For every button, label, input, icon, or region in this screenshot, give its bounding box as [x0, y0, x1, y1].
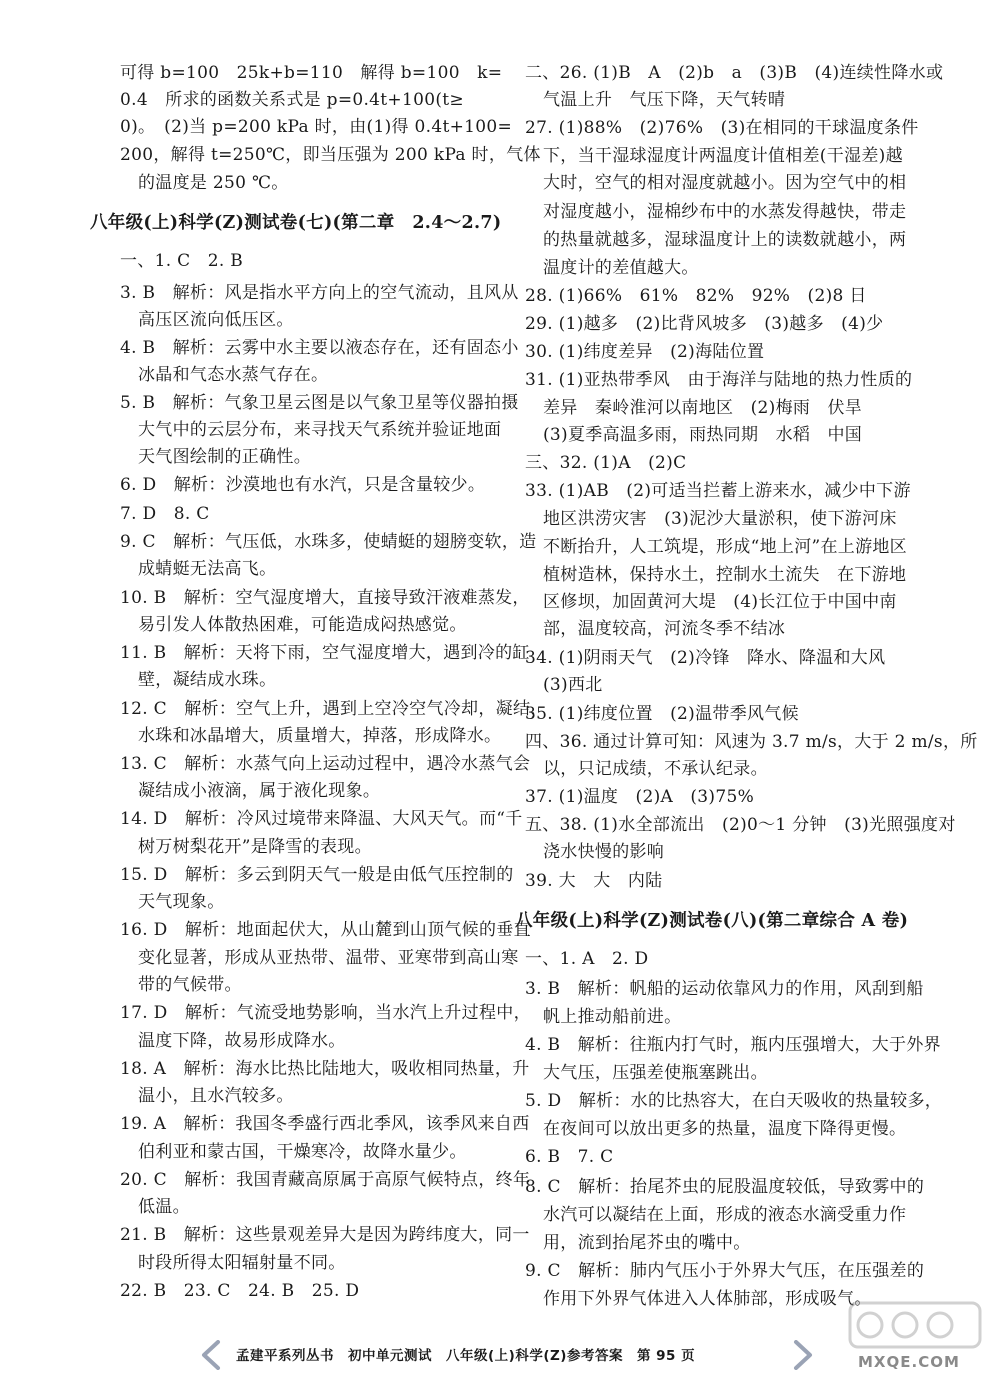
- left-answer-line: 变化显著，形成从亚热带、温带、亚寒带到高山寒: [138, 948, 519, 968]
- left-answer-line: 3. B 解析：风是指水平方向上的空气流动，且风从: [120, 283, 519, 303]
- left-answer-line: 伯利亚和蒙古国，干燥寒冷，故降水量少。: [138, 1142, 467, 1162]
- right-answer-line: 气温上升 气压下降，天气转晴: [543, 90, 786, 110]
- right-answer-line: 30. (1)纬度差异 (2)海陆位置: [525, 342, 765, 362]
- right-answer-line: 浇水快慢的影响: [543, 842, 665, 862]
- left-answer-line: 9. C 解析：气压低，水珠多，使蜻蜓的翅膀变软，造: [120, 532, 537, 552]
- right-answer-line: 一、1. A 2. D: [525, 949, 649, 969]
- right-answer-line: 的热量就越多，湿球温度计上的读数就越小，两: [543, 230, 907, 250]
- left-answer-line: 一、1. C 2. B: [120, 251, 244, 271]
- left-answer-line: 成蜻蜓无法高飞。: [138, 559, 277, 579]
- right-answer-line: 三、32. (1)A (2)C: [525, 453, 687, 473]
- left-answer-line: 壁，凝结成水珠。: [138, 670, 277, 690]
- section-heading: 八年级(上)科学(Z)测试卷(七)(第二章 2.4～2.7): [90, 213, 502, 233]
- right-answer-line: 大气压，压强差使瓶塞跳出。: [543, 1063, 768, 1083]
- right-answer-line: 大时，空气的相对湿度就越小。因为空气中的相: [543, 173, 907, 193]
- left-answer-line: 15. D 解析：多云到阴天气一般是由低气压控制的: [120, 865, 514, 885]
- left-answer-line: 13. C 解析：水蒸气向上运动过程中，遇冷水蒸气会: [120, 754, 531, 774]
- left-answer-line: 20. C 解析：我国青藏高原属于高原气候特点，终年: [120, 1170, 531, 1190]
- right-answer-line: 对湿度越小，湿棉纱布中的水蒸发得越快，带走: [543, 202, 907, 222]
- right-answer-line: 34. (1)阴雨天气 (2)冷锋 降水、降温和大风: [525, 648, 886, 668]
- right-answer-line: 35. (1)纬度位置 (2)温带季风气候: [525, 704, 799, 724]
- left-answer-line: 可得 b=100 25k+b=110 解得 b=100 k=: [120, 63, 503, 83]
- left-answer-line: 5. B 解析：气象卫星云图是以气象卫星等仪器拍摄: [120, 393, 519, 413]
- left-answer-line: 11. B 解析：天将下雨，空气湿度增大，遇到冷的缸: [120, 643, 530, 663]
- left-answer-line: 12. C 解析：空气上升，遇到上空冷空气冷却，凝结，: [120, 699, 548, 719]
- left-answer-line: 18. A 解析：海水比热比陆地大，吸收相同热量，升: [120, 1059, 530, 1079]
- right-answer-line: 帆上推动船前进。: [543, 1007, 682, 1027]
- right-answer-line: 用，流到抬尾芥虫的嘴中。: [543, 1233, 751, 1253]
- left-answer-line: 6. D 解析：沙漠地也有水汽，只是含量较少。: [120, 475, 486, 495]
- left-answer-line: 16. D 解析：地面起伏大，从山麓到山顶气候的垂直: [120, 920, 531, 940]
- left-answer-line: 时段所得太阳辐射量不同。: [138, 1253, 346, 1273]
- right-answer-line: 33. (1)AB (2)可适当拦蓄上游来水，减少中下游: [525, 481, 911, 501]
- left-answer-line: 17. D 解析：气流受地势影响，当水汽上升过程中，: [120, 1003, 531, 1023]
- right-answer-line: 下，当干湿球湿度计两温度计值相差(干湿差)越: [543, 146, 903, 166]
- previous-page-arrow-icon[interactable]: [198, 1340, 224, 1370]
- right-answer-line: 8. C 解析：抬尾芥虫的屁股温度较低，导致雾中的: [525, 1177, 925, 1197]
- right-answer-line: 39. 大 大 内陆: [525, 871, 663, 891]
- left-answer-line: 易引发人体散热困难，可能造成闷热感觉。: [138, 615, 467, 635]
- right-answer-line: 6. B 7. C: [525, 1147, 614, 1167]
- right-answer-line: 部，温度较高，河流冬季不结冰: [543, 619, 786, 639]
- section-heading: 八年级(上)科学(Z)测试卷(八)(第二章综合 A 卷): [515, 911, 909, 931]
- watermark-text: MXQE.COM: [858, 1353, 960, 1371]
- right-answer-line: 在夜间可以放出更多的热量，温度下降得更慢。: [543, 1119, 907, 1139]
- right-answer-line: 五、38. (1)水全部流出 (2)0～1 分钟 (3)光照强度对: [525, 815, 956, 835]
- left-answer-line: 温小，且水汽较多。: [138, 1086, 294, 1106]
- right-answer-line: 以，只记成绩，不承认纪录。: [543, 759, 768, 779]
- right-answer-line: 四、36. 通过计算可知：风速为 3.7 m/s，大于 2 m/s，所: [525, 732, 978, 752]
- right-answer-line: 作用下外界气体进入人体肺部，形成吸气。: [543, 1289, 872, 1309]
- right-answer-line: 9. C 解析：肺内气压小于外界大气压，在压强差的: [525, 1261, 925, 1281]
- left-answer-line: 19. A 解析：我国冬季盛行西北季风，该季风来自西: [120, 1114, 530, 1134]
- left-answer-line: 低温。: [138, 1197, 190, 1217]
- right-answer-line: 差异 秦岭淮河以南地区 (2)梅雨 伏旱: [543, 398, 863, 418]
- left-answer-line: 0)。 (2)当 p=200 kPa 时，由(1)得 0.4t+100=: [120, 117, 513, 137]
- left-answer-line: 温度下降，故易形成降水。: [138, 1031, 346, 1051]
- left-answer-line: 天气图绘制的正确性。: [138, 447, 311, 467]
- left-answer-line: 带的气候带。: [138, 975, 242, 995]
- left-answer-line: 14. D 解析：冷风过境带来降温、大风天气。而“千: [120, 809, 523, 829]
- right-answer-line: 28. (1)66% 61% 82% 92% (2)8 日: [525, 286, 867, 306]
- right-answer-line: (3)西北: [543, 675, 603, 695]
- page-footer: 孟建平系列丛书 初中单元测试 八年级(上)科学(Z)参考答案 第 95 页: [236, 1348, 696, 1364]
- left-answer-line: 树万树梨花开”是降雪的表现。: [138, 837, 372, 857]
- right-answer-line: 地区洪涝灾害 (3)泥沙大量淤积，使下游河床: [543, 509, 897, 529]
- left-answer-line: 高压区流向低压区。: [138, 310, 294, 330]
- right-answer-line: 29. (1)越多 (2)比背风坡多 (3)越多 (4)少: [525, 314, 884, 334]
- right-answer-line: 31. (1)亚热带季风 由于海洋与陆地的热力性质的: [525, 370, 913, 390]
- left-answer-line: 凝结成小液滴，属于液化现象。: [138, 781, 381, 801]
- right-answer-line: 5. D 解析：水的比热容大，在白天吸收的热量较多，: [525, 1091, 943, 1111]
- right-answer-line: (3)夏季高温多雨，雨热同期 水稻 中国: [543, 425, 863, 445]
- left-answer-line: 水珠和冰晶增大，质量增大，掉落，形成降水。: [138, 726, 502, 746]
- left-answer-line: 4. B 解析：云雾中水主要以液态存在，还有固态小: [120, 338, 519, 358]
- right-answer-line: 3. B 解析：帆船的运动依靠风力的作用，风刮到船: [525, 979, 924, 999]
- left-answer-line: 22. B 23. C 24. B 25. D: [120, 1281, 360, 1301]
- left-answer-line: 7. D 8. C: [120, 504, 210, 524]
- right-answer-line: 不断抬升，人工筑堤，形成“地上河”在上游地区: [543, 537, 907, 557]
- left-answer-line: 10. B 解析：空气湿度增大，直接导致汗液难蒸发，: [120, 588, 530, 608]
- right-answer-line: 水汽可以凝结在上面，形成的液态水滴受重力作: [543, 1205, 907, 1225]
- left-answer-line: 200，解得 t=250℃，即当压强为 200 kPa 时，气体: [120, 145, 541, 165]
- next-page-arrow-icon[interactable]: [790, 1340, 816, 1370]
- left-answer-line: 冰晶和气态水蒸气存在。: [138, 365, 329, 385]
- right-answer-line: 二、26. (1)B A (2)b a (3)B (4)连续性降水或: [525, 63, 944, 83]
- right-answer-line: 37. (1)温度 (2)A (3)75%: [525, 787, 755, 807]
- left-answer-line: 0.4 所求的函数关系式是 p=0.4t+100(t≥: [120, 90, 464, 110]
- right-answer-line: 4. B 解析：往瓶内打气时，瓶内压强增大，大于外界: [525, 1035, 941, 1055]
- right-answer-line: 植树造林，保持水土，控制水土流失 在下游地: [543, 565, 907, 585]
- left-answer-line: 21. B 解析：这些景观差异大是因为跨纬度大，同一: [120, 1225, 530, 1245]
- right-answer-line: 温度计的差值越大。: [543, 258, 699, 278]
- right-answer-line: 区修坝，加固黄河大堤 (4)长江位于中国中南: [543, 592, 897, 612]
- right-answer-line: 27. (1)88% (2)76% (3)在相同的干球温度条件: [525, 118, 919, 138]
- left-answer-line: 大气中的云层分布，来寻找天气系统并验证地面: [138, 420, 502, 440]
- left-answer-line: 的温度是 250 ℃。: [138, 173, 289, 193]
- left-answer-line: 天气现象。: [138, 892, 225, 912]
